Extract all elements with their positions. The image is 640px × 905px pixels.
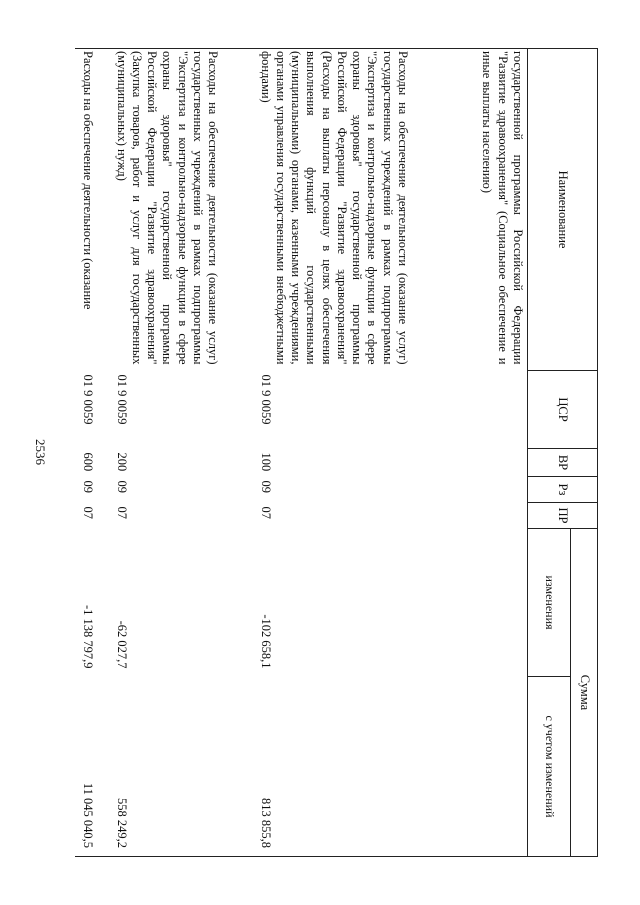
row-pr: 07 [114,506,129,519]
row-change: -62 027,7 [114,620,129,669]
table-row [110,49,254,857]
table-row [76,49,110,857]
row-change: -1 138 797,9 [80,604,95,669]
row-name: Расходы на обеспечение деятельности (оказание [76,49,110,371]
header-change: изменения [528,529,571,677]
row-with-changes: 813 855,8 [254,677,444,857]
row-vr [444,449,528,477]
row-rz [444,477,528,503]
row-name: Расходы на обеспечение деятельности (оказание услуг) государственных учреждений в рамках подпрограммы "Экспертиза и контрольно-надзорные функции в сфере охраны здоровья" государственной программы Российской Федерации "Развитие здравоохранения" (Закупка товаров, работ и услуг для государственных (муниципальных) нужд) [110,49,254,371]
row-with-changes: 558 249,2 [110,677,254,857]
budget-table [76,48,599,857]
row-with-changes [444,677,528,857]
row-with-changes: 11 045 040,5 [76,677,110,857]
table-canvas [68,48,598,856]
row-rz: 09 [80,480,95,493]
row-pr [444,503,528,529]
row-csr: 01 9 0059 [80,374,95,425]
rotated-page [68,48,598,856]
row-rz: 09 [258,480,273,493]
row-csr [444,371,528,449]
header-csr: ЦСР [528,371,598,449]
row-name: Расходы на обеспечение деятельности (оказание услуг) государственных учреждений в рамках подпрограммы "Экспертиза и контрольно-надзорные функции в сфере охраны здоровья" государственной программы Российской Федерации "Развитие здравоохранения" (Расходы на выплаты персоналу в целях обеспечения выполнения функций государственными (муниципальными) органами, казенными учреждениями, органами управления государственными внебюджетными фондами) [254,49,444,371]
page-number: 2536 [33,439,48,465]
table-row [444,49,528,857]
row-csr: 01 9 0059 [114,374,129,425]
row-pr: 07 [80,506,95,519]
header-vr: ВР [528,449,598,477]
row-vr: 600 [80,452,95,472]
row-vr: 200 [114,452,129,472]
header-name: Наименование [528,49,598,371]
row-change [444,529,528,677]
header-with-changes: с учетом изменений [528,677,571,857]
row-name: государственной программы Российской Федерации "Развитие здравоохранения" (Социальное обеспечение и иные выплаты населению) [444,49,528,371]
header-sum: Сумма [571,529,598,857]
header-row-1 [571,49,598,857]
row-pr: 07 [258,506,273,519]
header-rz: Рз [528,477,598,503]
row-rz: 09 [114,480,129,493]
row-csr: 01 9 0059 [258,374,273,425]
row-change: -102 658,1 [258,614,273,669]
header-pr: ПР [528,503,598,529]
table-row [254,49,444,857]
row-vr: 100 [258,452,273,472]
